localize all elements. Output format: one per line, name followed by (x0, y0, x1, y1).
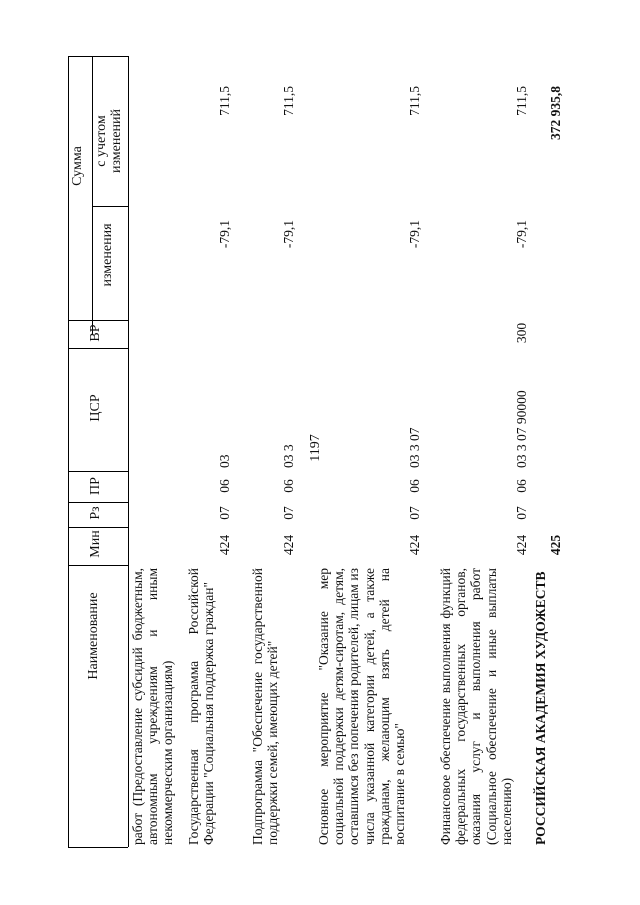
header-name: Наименование (86, 592, 101, 680)
row-min: 424 (280, 534, 296, 556)
row-name: работ (Предоставление субсидий бюджетным, автономным учреждениям и иным некоммерческим организациям) (130, 568, 176, 845)
table-border-left (68, 56, 69, 847)
row-total: 711,5 (280, 86, 296, 116)
page-number: 1197 (308, 434, 323, 462)
row-min: 424 (407, 534, 423, 556)
row-rz: 07 (514, 506, 530, 520)
col-sep-csr-vr (68, 348, 128, 349)
row-rz: 07 (216, 506, 232, 520)
header-with-changes: с учетом изменений (94, 108, 125, 174)
header-changes: изменения (100, 223, 115, 287)
row-csr (548, 350, 565, 468)
row-vr: 300 (514, 322, 530, 344)
row-csr: 03 3 07 (407, 427, 423, 468)
row-total: 372 935,8 (548, 86, 564, 140)
row-min: 424 (216, 534, 232, 556)
row-pr: 06 (280, 479, 296, 493)
table-border-bottom (68, 847, 128, 848)
row-pr: 06 (407, 479, 423, 493)
row-changes (548, 220, 565, 310)
row-pr: 06 (216, 479, 232, 493)
row-pr (548, 472, 565, 500)
row-total: 711,5 (407, 86, 423, 116)
row-name: Подпрограмма "Обеспечение государственной поддержки семей, имеющих детей" (250, 568, 281, 845)
row-changes: -79,1 (216, 220, 232, 249)
row-name: Финансовое обеспечение выполнения функций федеральных государственных органов, оказания услуг и выполнения работ (Социальное обеспечение и иные выплаты населению) (438, 568, 514, 845)
row-name: РОССИЙСКАЯ АКАДЕМИЯ ХУДОЖЕСТВ (533, 571, 548, 845)
row-pr: 06 (514, 479, 530, 493)
table-border-top (68, 56, 128, 57)
row-changes: -79,1 (514, 220, 530, 249)
row-min: 424 (514, 534, 530, 556)
header-bottom-line (128, 56, 129, 847)
row-min: 425 (548, 534, 564, 556)
row-name: Основное мероприятие "Оказание мер социальной поддержки детям-сиротам, детям, оставшимся без попечения родителей, лицам из числа указанной категории детей, а также гражданам, желающим взять детей на воспитание в семью" (316, 568, 408, 845)
row-total: 711,5 (216, 86, 232, 116)
row-vr (281, 320, 298, 346)
row-csr: 03 3 07 90000 (514, 390, 530, 468)
header-csr: ЦСР (88, 394, 103, 422)
row-name: Государственная программа Российской Федерации "Социальная поддержка граждан" (186, 568, 217, 845)
row-total: 711,5 (514, 86, 530, 116)
col-sep-changes-total (92, 206, 128, 207)
header-pr: ПР (88, 477, 103, 495)
row-vr (407, 320, 424, 346)
row-rz (548, 501, 565, 525)
row-rz: 07 (407, 506, 423, 520)
row-changes: -79,1 (407, 220, 423, 249)
row-changes: -79,1 (280, 220, 296, 249)
sum-subheader-line (92, 56, 93, 335)
header-min: Мин (88, 530, 103, 558)
row-csr: 03 3 (280, 444, 296, 468)
header-vr: ВР (88, 324, 103, 342)
header-rz: Рз (88, 506, 103, 520)
row-vr (548, 320, 565, 346)
row-rz: 07 (280, 506, 296, 520)
row-vr (217, 320, 234, 346)
row-csr: 03 (216, 454, 232, 468)
header-sum: Сумма (70, 146, 85, 186)
